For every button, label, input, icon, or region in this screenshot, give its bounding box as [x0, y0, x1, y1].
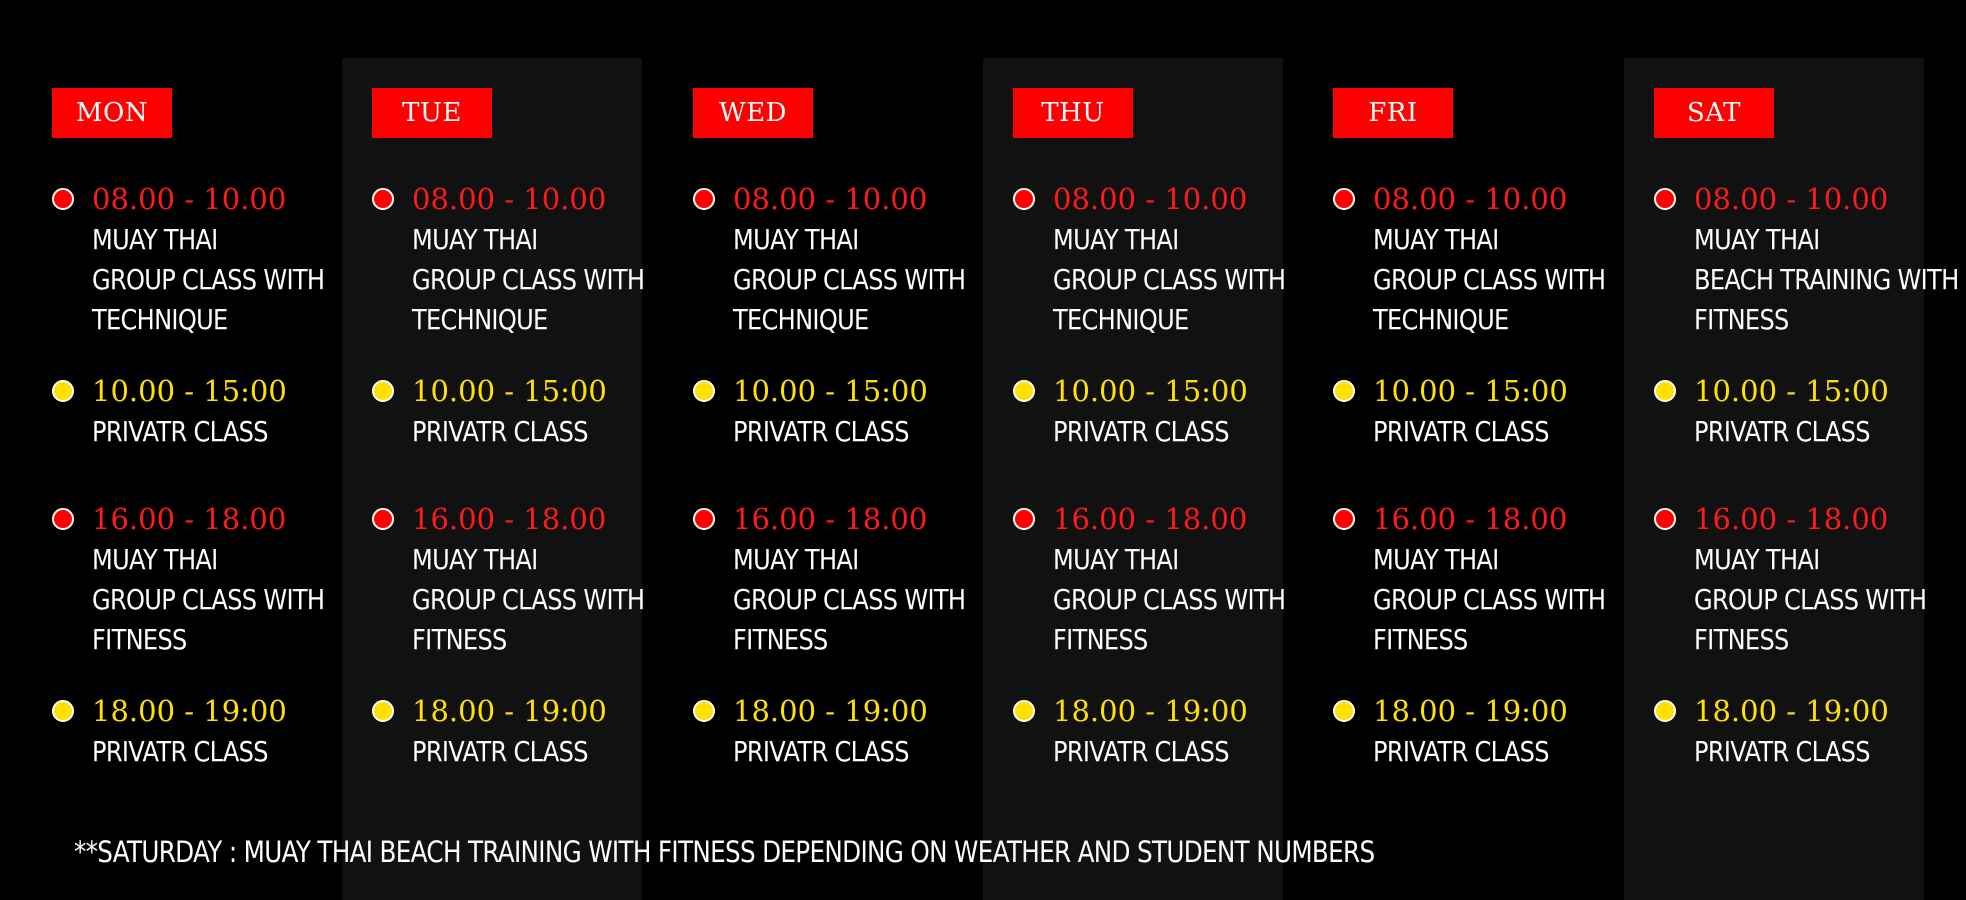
slot-time: 16.00 - 18.00	[92, 502, 287, 536]
slot-description-line: MUAY THAI	[412, 223, 538, 256]
red-dot-icon	[372, 508, 394, 530]
slot-description	[412, 732, 644, 772]
slot-description	[1053, 540, 1285, 660]
slot-description-line: PRIVATR CLASS	[412, 415, 588, 448]
footnote: **SATURDAY : MUAY THAI BEACH TRAINING WITH FITNESS DEPENDING ON WEATHER AND STUDENT NUMBERS	[74, 835, 1375, 869]
slot-description-line: FITNESS	[1694, 623, 1789, 656]
slot-time: 18.00 - 19:00	[92, 694, 287, 728]
red-dot-icon	[1654, 188, 1676, 210]
slot-description	[1694, 220, 1959, 340]
slot-description	[92, 732, 324, 772]
slot-time: 18.00 - 19:00	[1373, 694, 1568, 728]
slot-description-line: PRIVATR CLASS	[412, 735, 588, 768]
day-column-tue	[320, 0, 645, 800]
yellow-dot-icon	[1654, 380, 1676, 402]
yellow-dot-icon	[693, 700, 715, 722]
slot-time: 10.00 - 15:00	[1373, 374, 1568, 408]
slot-description-line: GROUP CLASS WITH	[1053, 263, 1286, 296]
slot-description-line: PRIVATR CLASS	[1053, 735, 1229, 768]
slot-time: 16.00 - 18.00	[412, 502, 607, 536]
red-dot-icon	[1333, 508, 1355, 530]
day-badge: TUE	[372, 88, 492, 138]
yellow-dot-icon	[1333, 700, 1355, 722]
red-dot-icon	[1013, 188, 1035, 210]
slot-description-line: FITNESS	[412, 623, 507, 656]
yellow-dot-icon	[1013, 700, 1035, 722]
day-badge: FRI	[1333, 88, 1453, 138]
slot-time: 08.00 - 10.00	[1694, 182, 1889, 216]
slot-description-line: PRIVATR CLASS	[92, 735, 268, 768]
slot-time: 08.00 - 10.00	[1053, 182, 1248, 216]
slot-time: 18.00 - 19:00	[412, 694, 607, 728]
slot-description-line: TECHNIQUE	[412, 303, 548, 336]
slot-time: 16.00 - 18.00	[1373, 502, 1568, 536]
slot-description-line: PRIVATR CLASS	[1053, 415, 1229, 448]
slot-description	[412, 220, 644, 340]
slot-description-line: PRIVATR CLASS	[1373, 415, 1549, 448]
slot-description-line: PRIVATR CLASS	[1694, 735, 1870, 768]
red-dot-icon	[1654, 508, 1676, 530]
slot-description-line: FITNESS	[92, 623, 187, 656]
slot-description-line: TECHNIQUE	[1053, 303, 1189, 336]
slot-description-line: MUAY THAI	[1373, 543, 1499, 576]
slot-description	[1694, 412, 1926, 452]
red-dot-icon	[372, 188, 394, 210]
slot-time: 18.00 - 19:00	[733, 694, 928, 728]
red-dot-icon	[1013, 508, 1035, 530]
slot-description	[733, 412, 965, 452]
slot-description-line: GROUP CLASS WITH	[1053, 583, 1286, 616]
slot-description-line: PRIVATR CLASS	[92, 415, 268, 448]
day-badge: THU	[1013, 88, 1133, 138]
slot-description-line: FITNESS	[1373, 623, 1468, 656]
red-dot-icon	[1333, 188, 1355, 210]
yellow-dot-icon	[1654, 700, 1676, 722]
slot-description-line: GROUP CLASS WITH	[92, 263, 325, 296]
slot-description	[92, 540, 324, 660]
day-column-fri	[1281, 0, 1606, 800]
slot-description-line: MUAY THAI	[1694, 223, 1820, 256]
slot-time: 10.00 - 15:00	[733, 374, 928, 408]
slot-description-line: MUAY THAI	[1053, 223, 1179, 256]
slot-time: 16.00 - 18.00	[733, 502, 928, 536]
red-dot-icon	[52, 188, 74, 210]
slot-description	[92, 220, 324, 340]
slot-description-line: MUAY THAI	[412, 543, 538, 576]
slot-description-line: GROUP CLASS WITH	[733, 583, 966, 616]
slot-description-line: MUAY THAI	[92, 543, 218, 576]
slot-time: 08.00 - 10.00	[733, 182, 928, 216]
red-dot-icon	[693, 188, 715, 210]
slot-description-line: MUAY THAI	[1694, 543, 1820, 576]
slot-description-line: FITNESS	[1053, 623, 1148, 656]
slot-description-line: GROUP CLASS WITH	[733, 263, 966, 296]
slot-description	[733, 732, 965, 772]
slot-time: 10.00 - 15:00	[1053, 374, 1248, 408]
yellow-dot-icon	[1013, 380, 1035, 402]
slot-description	[1053, 220, 1285, 340]
slot-time: 18.00 - 19:00	[1053, 694, 1248, 728]
slot-time: 10.00 - 15:00	[1694, 374, 1889, 408]
yellow-dot-icon	[1333, 380, 1355, 402]
slot-description	[1053, 412, 1285, 452]
slot-time: 16.00 - 18.00	[1053, 502, 1248, 536]
slot-time: 08.00 - 10.00	[92, 182, 287, 216]
slot-description-line: PRIVATR CLASS	[733, 415, 909, 448]
slot-description-line: GROUP CLASS WITH	[92, 583, 325, 616]
slot-description	[1694, 540, 1926, 660]
red-dot-icon	[52, 508, 74, 530]
slot-time: 10.00 - 15:00	[92, 374, 287, 408]
slot-description-line: GROUP CLASS WITH	[1373, 263, 1606, 296]
slot-description	[1373, 540, 1605, 660]
slot-description	[733, 220, 965, 340]
slot-description-line: PRIVATR CLASS	[733, 735, 909, 768]
day-column-sat	[1602, 0, 1959, 800]
slot-description-line: MUAY THAI	[1053, 543, 1179, 576]
slot-description-line: TECHNIQUE	[733, 303, 869, 336]
slot-description	[412, 540, 644, 660]
slot-description-line: MUAY THAI	[92, 223, 218, 256]
slot-description-line: FITNESS	[1694, 303, 1789, 336]
slot-description-line: TECHNIQUE	[1373, 303, 1509, 336]
slot-description	[1694, 732, 1926, 772]
slot-description-line: FITNESS	[733, 623, 828, 656]
yellow-dot-icon	[372, 700, 394, 722]
yellow-dot-icon	[52, 700, 74, 722]
day-column-mon	[0, 0, 325, 800]
red-dot-icon	[693, 508, 715, 530]
day-column-wed	[641, 0, 966, 800]
day-badge: SAT	[1654, 88, 1774, 138]
slot-time: 08.00 - 10.00	[412, 182, 607, 216]
slot-description	[1373, 220, 1605, 340]
yellow-dot-icon	[372, 380, 394, 402]
slot-time: 10.00 - 15:00	[412, 374, 607, 408]
yellow-dot-icon	[693, 380, 715, 402]
slot-description-line: GROUP CLASS WITH	[1373, 583, 1606, 616]
slot-description-line: PRIVATR CLASS	[1694, 415, 1870, 448]
yellow-dot-icon	[52, 380, 74, 402]
slot-description	[412, 412, 644, 452]
slot-description-line: GROUP CLASS WITH	[412, 583, 645, 616]
slot-description-line: GROUP CLASS WITH	[412, 263, 645, 296]
slot-time: 16.00 - 18.00	[1694, 502, 1889, 536]
slot-description	[1373, 732, 1605, 772]
slot-time: 18.00 - 19:00	[1694, 694, 1889, 728]
slot-description-line: MUAY THAI	[1373, 223, 1499, 256]
slot-description-line: TECHNIQUE	[92, 303, 228, 336]
slot-description-line: MUAY THAI	[733, 543, 859, 576]
slot-description	[92, 412, 324, 452]
day-badge: MON	[52, 88, 172, 138]
slot-description	[733, 540, 965, 660]
slot-description-line: PRIVATR CLASS	[1373, 735, 1549, 768]
slot-description	[1373, 412, 1605, 452]
slot-description-line: BEACH TRAINING WITH	[1694, 263, 1959, 296]
slot-description-line: MUAY THAI	[733, 223, 859, 256]
day-badge: WED	[693, 88, 813, 138]
slot-time: 08.00 - 10.00	[1373, 182, 1568, 216]
day-column-thu	[961, 0, 1286, 800]
slot-description	[1053, 732, 1285, 772]
slot-description-line: GROUP CLASS WITH	[1694, 583, 1927, 616]
